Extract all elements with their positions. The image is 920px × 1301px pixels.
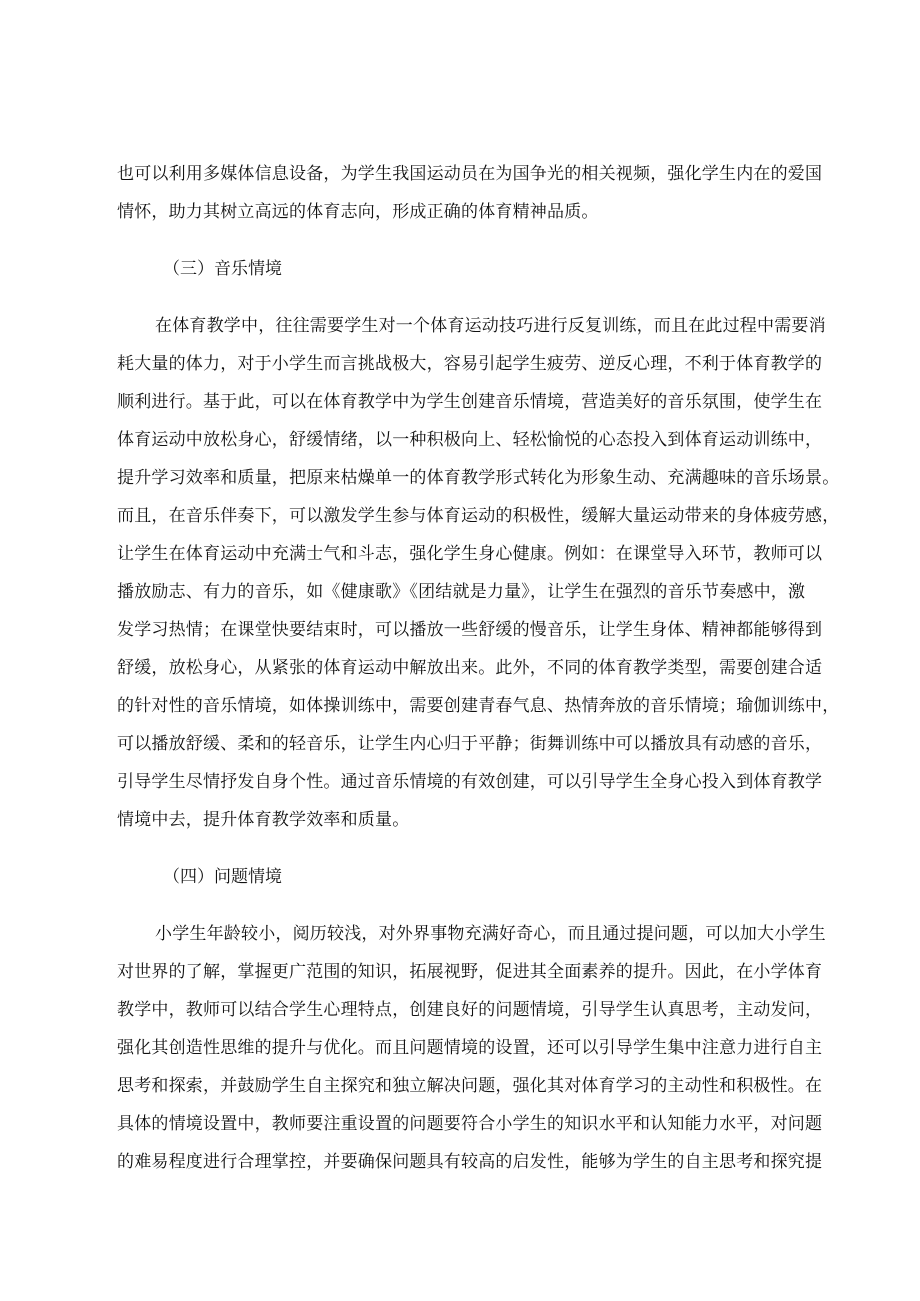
section-heading-question: （四）问题情境 xyxy=(163,867,282,887)
paragraph-line: 在体育教学中，往往需要学生对一个体育运动技巧进行反复训练，而且在此过程中需要消 xyxy=(155,316,826,336)
paragraph-line: 也可以利用多媒体信息设备，为学生我国运动员在为国争光的相关视频，强化学生内在的爱国 xyxy=(117,164,823,184)
paragraph-line: 舒缓，放松身心，从紧张的体育运动中解放出来。此外，不同的体育教学类型，需要创建合适 xyxy=(117,658,823,678)
paragraph-line: 对世界的了解，掌握更广范围的知识，拓展视野，促进其全面素养的提升。因此，在小学体育 xyxy=(117,962,823,982)
paragraph-line: 具体的情境设置中，教师要注重设置的问题要符合小学生的知识水平和认知能力水平，对问题 xyxy=(117,1114,823,1134)
paragraph-line: 情境中去，提升体育教学效率和质量。 xyxy=(117,810,410,830)
paragraph-line: 提升学习效率和质量，把原来枯燥单一的体育教学形式转化为形象生动、充满趣味的音乐场景。 xyxy=(117,468,840,488)
paragraph-line: 思考和探索，并鼓励学生自主探究和独立解决问题，强化其对体育学习的主动性和积极性。在 xyxy=(117,1076,823,1096)
paragraph-line: 教学中，教师可以结合学生心理特点，创建良好的问题情境，引导学生认真思考，主动发问， xyxy=(117,1000,823,1020)
paragraph-line: 引导学生尽情抒发自身个性。通过音乐情境的有效创建，可以引导学生全身心投入到体育教学 xyxy=(117,772,823,792)
paragraph-line: 体育运动中放松身心，舒缓情绪，以一种积极向上、轻松愉悦的心态投入到体育运动训练中， xyxy=(117,430,823,450)
paragraph-line: 而且，在音乐伴奏下，可以激发学生参与体育运动的积极性，缓解大量运动带来的身体疲劳感， xyxy=(117,506,840,526)
paragraph-line: 的难易程度进行合理掌控，并要确保问题具有较高的启发性，能够为学生的自主思考和探究提 xyxy=(117,1152,823,1172)
paragraph-line: 可以播放舒缓、柔和的轻音乐，让学生内心归于平静；街舞训练中可以播放具有动感的音乐， xyxy=(117,734,823,754)
paragraph-line: 的针对性的音乐情境，如体操训练中，需要创建青春气息、热情奔放的音乐情境；瑜伽训练中， xyxy=(117,696,840,716)
paragraph-line: 情怀，助力其树立高远的体育志向，形成正确的体育精神品质。 xyxy=(117,202,599,222)
paragraph-line: 发学习热情；在课堂快要结束时，可以播放一些舒缓的慢音乐，让学生身体、精神都能够得到 xyxy=(117,620,823,640)
section-heading-music: （三）音乐情境 xyxy=(163,259,282,279)
paragraph-line: 强化其创造性思维的提升与优化。而且问题情境的设置，还可以引导学生集中注意力进行自主 xyxy=(117,1038,823,1058)
paragraph-line: 耗大量的体力，对于小学生而言挑战极大，容易引起学生疲劳、逆反心理，不利于体育教学的 xyxy=(117,354,823,374)
paragraph-line: 让学生在体育运动中充满士气和斗志，强化学生身心健康。例如：在课堂导入环节，教师可以 xyxy=(117,544,823,564)
paragraph-line: 播放励志、有力的音乐，如《健康歌》《团结就是力量》，让学生在强烈的音乐节奏感中，激 xyxy=(117,582,806,602)
paragraph-line: 顺利进行。基于此，可以在体育教学中为学生创建音乐情境，营造美好的音乐氛围，使学生在 xyxy=(117,392,823,412)
paragraph-line: 小学生年龄较小，阅历较浅，对外界事物充满好奇心，而且通过提问题，可以加大小学生 xyxy=(155,924,826,944)
